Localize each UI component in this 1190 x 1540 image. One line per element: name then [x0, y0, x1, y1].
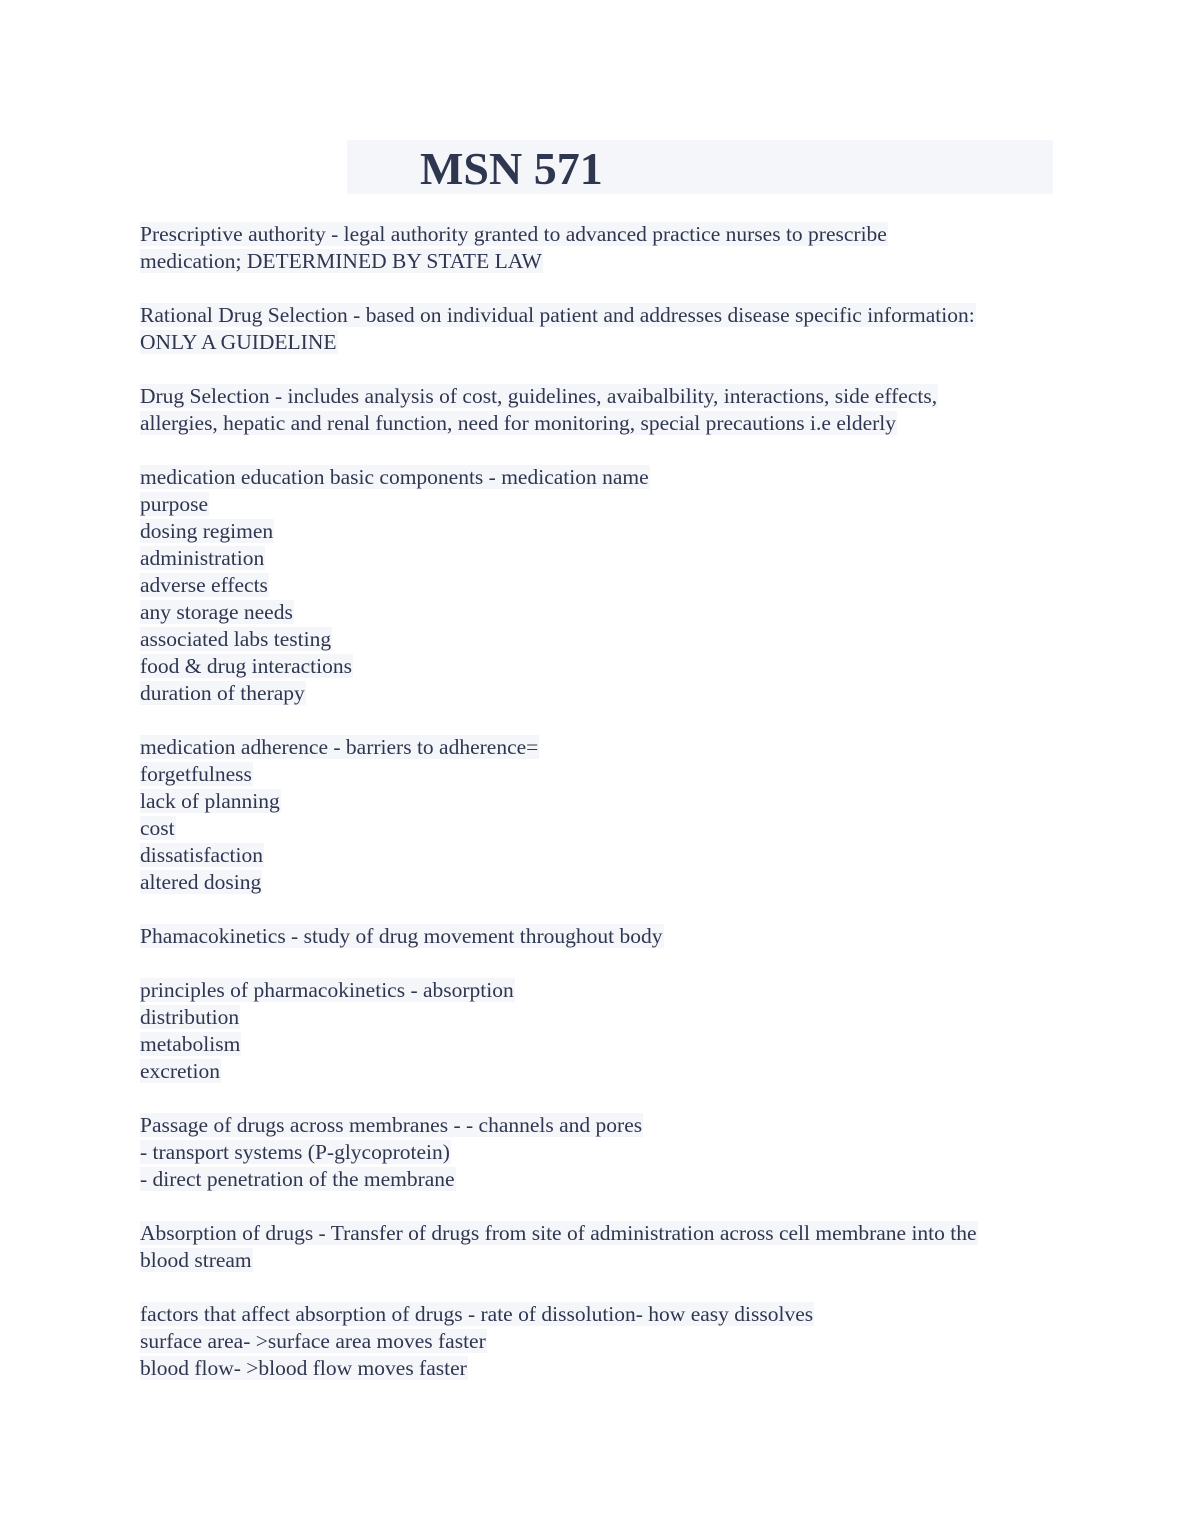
page-title: MSN 571: [420, 143, 603, 194]
note-entry: [140, 221, 1060, 275]
text-highlight: Passage of drugs across membranes - - channels and pores: [140, 1113, 643, 1137]
entry-detail-line: [140, 761, 1060, 788]
note-entry: [140, 1220, 1060, 1274]
text-highlight: adverse effects: [140, 573, 268, 597]
entry-detail-line: [140, 1058, 1060, 1085]
entry-detail-line: [140, 653, 1060, 680]
entry-detail-line: [140, 680, 1060, 707]
text-highlight: Absorption of drugs - Transfer of drugs from site of administration across cell membrane into the: [140, 1221, 977, 1245]
text-highlight: allergies, hepatic and renal function, need for monitoring, special precautions i.e elderly: [140, 411, 897, 435]
text-highlight: blood stream: [140, 1248, 252, 1272]
text-highlight: altered dosing: [140, 870, 262, 894]
text-highlight: associated labs testing: [140, 627, 332, 651]
entry-term-line: [140, 221, 1060, 248]
text-highlight: duration of therapy: [140, 681, 305, 705]
text-highlight: Prescriptive authority - legal authority granted to advanced practice nurses to prescribe: [140, 222, 887, 246]
entry-detail-line: [140, 572, 1060, 599]
entry-detail-line: [140, 491, 1060, 518]
entry-detail-line: [140, 815, 1060, 842]
text-highlight: factors that affect absorption of drugs - rate of dissolution- how easy dissolves: [140, 1302, 814, 1326]
note-entry: [140, 1112, 1060, 1193]
entry-term-line: [140, 1301, 1060, 1328]
entry-term-line: [140, 302, 1060, 329]
entry-term-line: [140, 1112, 1060, 1139]
text-highlight: food & drug interactions: [140, 654, 352, 678]
entry-term-line: [140, 923, 1060, 950]
entry-detail-line: [140, 788, 1060, 815]
entry-detail-line: [140, 626, 1060, 653]
text-highlight: metabolism: [140, 1032, 241, 1056]
text-highlight: - transport systems (P-glycoprotein): [140, 1140, 450, 1164]
entry-detail-line: [140, 1139, 1060, 1166]
entry-detail-line: [140, 1031, 1060, 1058]
entry-term-line: [140, 734, 1060, 761]
text-highlight: distribution: [140, 1005, 240, 1029]
entry-detail-line: [140, 599, 1060, 626]
text-highlight: ONLY A GUIDELINE: [140, 330, 337, 354]
text-highlight: excretion: [140, 1059, 220, 1083]
text-highlight: medication education basic components - medication name: [140, 465, 649, 489]
text-highlight: dosing regimen: [140, 519, 274, 543]
entry-detail-line: [140, 842, 1060, 869]
entry-detail-line: [140, 1004, 1060, 1031]
entry-detail-line: [140, 545, 1060, 572]
text-highlight: medication; DETERMINED BY STATE LAW: [140, 249, 542, 273]
note-entry: [140, 734, 1060, 896]
text-highlight: surface area- >surface area moves faster: [140, 1329, 486, 1353]
text-highlight: purpose: [140, 492, 209, 516]
document-body: [140, 221, 1060, 1409]
text-highlight: Phamacokinetics - study of drug movement throughout body: [140, 924, 663, 948]
entry-term-line: [140, 977, 1060, 1004]
note-entry: [140, 923, 1060, 950]
text-highlight: - direct penetration of the membrane: [140, 1167, 455, 1191]
text-highlight: administration: [140, 546, 265, 570]
text-highlight: Drug Selection - includes analysis of cost, guidelines, avaibalbility, interactions, side effects,: [140, 384, 938, 408]
note-entry: [140, 464, 1060, 707]
text-highlight: cost: [140, 816, 175, 840]
entry-detail-line: [140, 248, 1060, 275]
entry-detail-line: [140, 1355, 1060, 1382]
entry-term-line: [140, 464, 1060, 491]
note-entry: [140, 977, 1060, 1085]
text-highlight: lack of planning: [140, 789, 280, 813]
note-entry: [140, 302, 1060, 356]
entry-term-line: [140, 1220, 1060, 1247]
text-highlight: any storage needs: [140, 600, 293, 624]
text-highlight: principles of pharmacokinetics - absorption: [140, 978, 514, 1002]
text-highlight: medication adherence - barriers to adherence=: [140, 735, 539, 759]
entry-detail-line: [140, 518, 1060, 545]
entry-detail-line: [140, 1247, 1060, 1274]
entry-detail-line: [140, 1328, 1060, 1355]
note-entry: [140, 1301, 1060, 1382]
text-highlight: Rational Drug Selection - based on individual patient and addresses disease specific information:: [140, 303, 975, 327]
text-highlight: blood flow- >blood flow moves faster: [140, 1356, 467, 1380]
entry-detail-line: [140, 1166, 1060, 1193]
entry-detail-line: [140, 410, 1060, 437]
entry-detail-line: [140, 869, 1060, 896]
text-highlight: forgetfulness: [140, 762, 252, 786]
text-highlight: dissatisfaction: [140, 843, 264, 867]
entry-term-line: [140, 383, 1060, 410]
note-entry: [140, 383, 1060, 437]
entry-detail-line: [140, 329, 1060, 356]
